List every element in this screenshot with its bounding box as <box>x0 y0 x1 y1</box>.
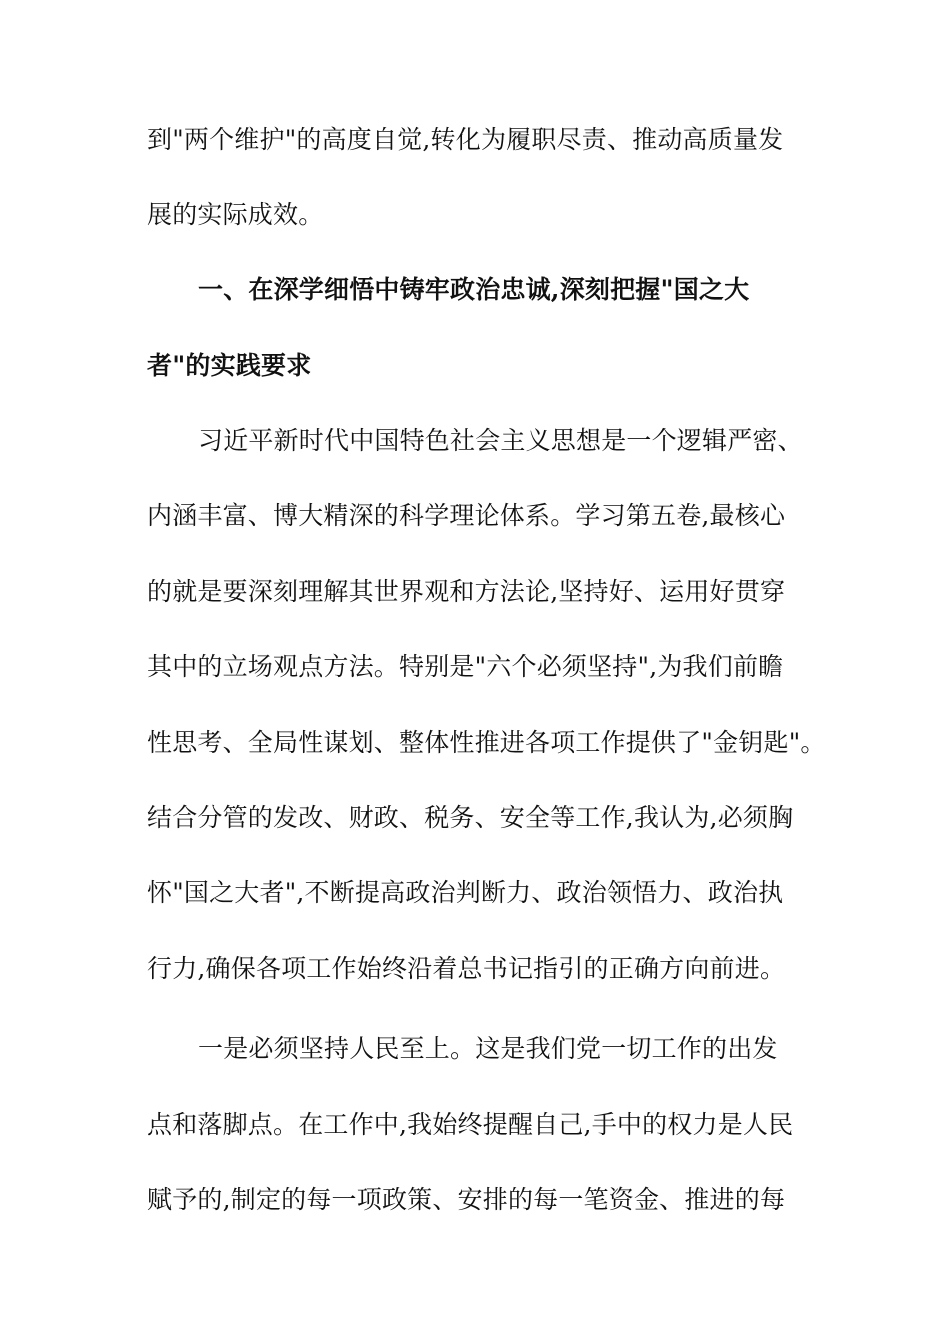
body-text-line: 行力,确保各项工作始终沿着总书记指引的正确方向前进。 <box>147 954 786 983</box>
body-text-line: 怀"国之大者",不断提高政治判断力、政治领悟力、政治执 <box>147 878 784 907</box>
body-text-line: 的就是要深刻理解其世界观和方法论,坚持好、运用好贯穿 <box>147 577 786 606</box>
section-heading-line: 者"的实践要求 <box>147 351 312 380</box>
body-text-line: 展的实际成效。 <box>147 200 324 229</box>
body-text-line: 其中的立场观点方法。特别是"六个必须坚持",为我们前瞻 <box>147 652 784 681</box>
body-text-line: 性思考、全局性谋划、整体性推进各项工作提供了"金钥匙"。 <box>147 728 826 757</box>
paragraph-first-line: 习近平新时代中国特色社会主义思想是一个逻辑严密、 <box>198 426 803 455</box>
body-text-line: 赋予的,制定的每一项政策、安排的每一笔资金、推进的每 <box>147 1185 786 1214</box>
paragraph-first-line: 一是必须坚持人民至上。这是我们党一切工作的出发 <box>198 1034 778 1063</box>
body-text-line: 点和落脚点。在工作中,我始终提醒自己,手中的权力是人民 <box>147 1110 794 1139</box>
body-text-line: 到"两个维护"的高度自觉,转化为履职尽责、推动高质量发 <box>147 125 784 154</box>
body-text-line: 内涵丰富、博大精深的科学理论体系。学习第五卷,最核心 <box>147 501 786 530</box>
body-text-line: 结合分管的发改、财政、税务、安全等工作,我认为,必须胸 <box>147 803 794 832</box>
section-heading-line: 一、在深学细悟中铸牢政治忠诚,深刻把握"国之大 <box>198 275 750 304</box>
